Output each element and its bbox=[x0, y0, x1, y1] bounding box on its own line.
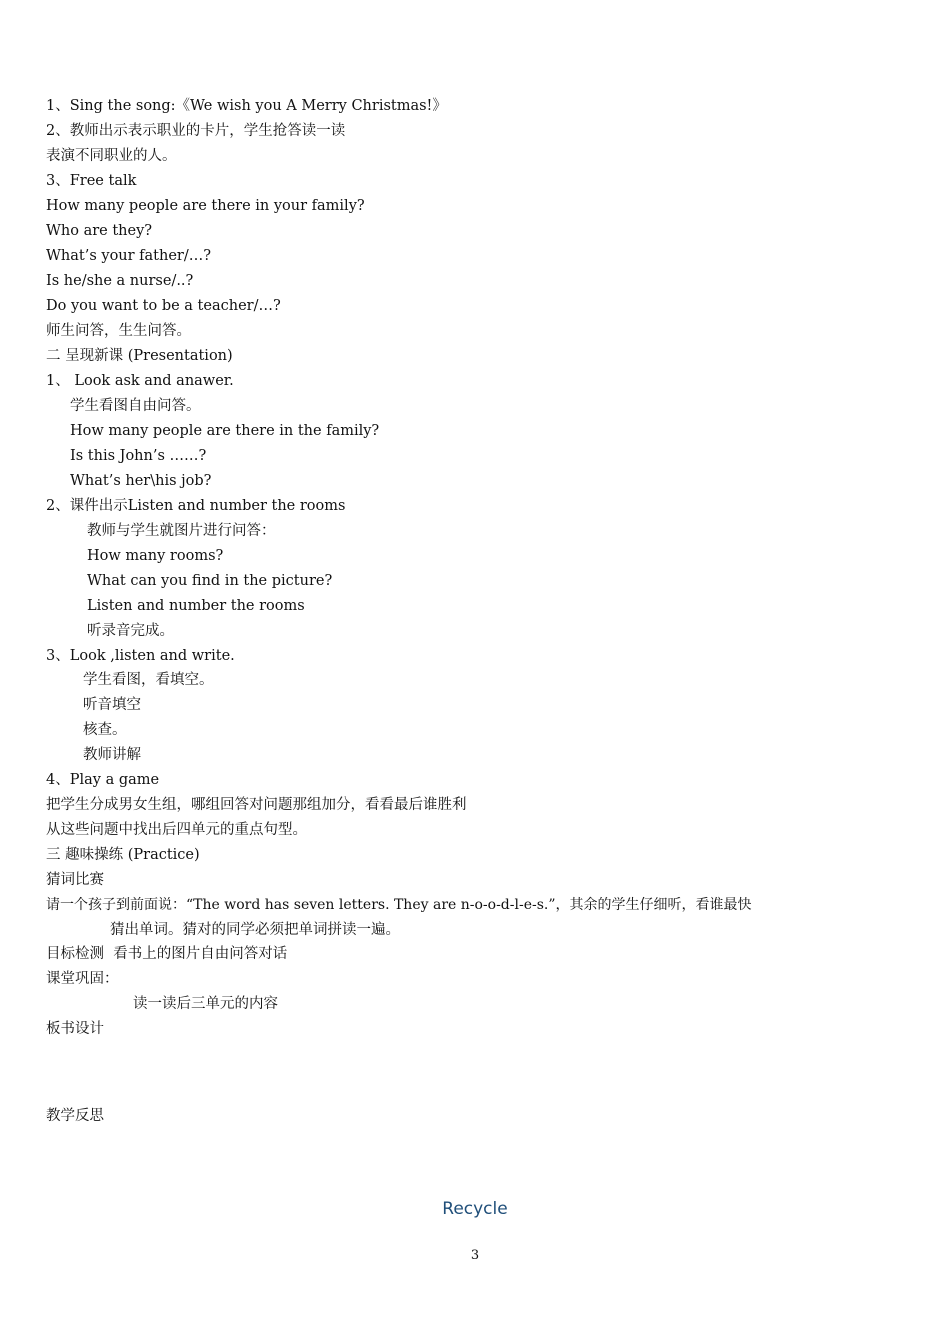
text-line: 把学生分成男女生组，哪组回答对问题那组加分，看看最后谁胜利 bbox=[46, 797, 467, 813]
text-line: 核查。 bbox=[83, 722, 127, 738]
section-heading: 三 趣味操练 (Practice) bbox=[46, 847, 200, 863]
text-line: 表演不同职业的人。 bbox=[46, 148, 177, 164]
text-line: 2、课件出示Listen and number the rooms bbox=[46, 498, 346, 514]
page-number: 3 bbox=[470, 1248, 480, 1263]
text-line: 教学反思 bbox=[46, 1108, 104, 1124]
text-line: 课堂巩固： bbox=[46, 971, 119, 987]
text-line: 板书设计 bbox=[46, 1021, 104, 1037]
text-line: 猜出单词。猜对的同学必须把单词拼读一遍。 bbox=[110, 922, 400, 938]
text-line: How many people are there in the family? bbox=[70, 423, 380, 439]
text-line: 请一个孩子到前面说：“The word has seven letters. They are n-o-o-d-l-e-s.”，其余的学生仔细听，看谁最快 bbox=[46, 897, 752, 913]
text-line: 2、教师出示表示职业的卡片，学生抢答读一读 bbox=[46, 123, 346, 139]
text-line: 教师与学生就图片进行问答： bbox=[87, 523, 276, 539]
text-line: 教师讲解 bbox=[83, 747, 141, 763]
text-line: Is he/she a nurse/..? bbox=[46, 273, 194, 289]
text-line: 3、Look ,listen and write. bbox=[46, 648, 235, 664]
text-line: 从这些问题中找出后四单元的重点句型。 bbox=[46, 822, 307, 838]
text-line: 目标检测 看书上的图片自由问答对话 bbox=[46, 946, 288, 962]
text-line: 学生看图，看填空。 bbox=[83, 672, 214, 688]
text-line: Who are they? bbox=[46, 223, 153, 239]
text-line: 1、 Look ask and anawer. bbox=[46, 373, 234, 389]
text-line: 3、Free talk bbox=[46, 173, 137, 189]
text-line: Do you want to be a teacher/…? bbox=[46, 298, 281, 314]
section-heading: 二 呈现新课 (Presentation) bbox=[46, 348, 233, 364]
text-line: 学生看图自由问答。 bbox=[70, 398, 201, 414]
text-line: How many people are there in your family? bbox=[46, 198, 365, 214]
text-line: 4、Play a game bbox=[46, 772, 160, 788]
text-line: What’s your father/…? bbox=[46, 248, 212, 264]
footer-title: Recycle bbox=[442, 1199, 508, 1219]
text-line: Is this John’s ……? bbox=[70, 448, 207, 464]
text-line: 听录音完成。 bbox=[87, 623, 174, 639]
text-line: 师生问答，生生问答。 bbox=[46, 323, 191, 339]
text-line: 1、Sing the song:《We wish you A Merry Christmas!》 bbox=[46, 98, 447, 114]
text-line: 读一读后三单元的内容 bbox=[133, 996, 278, 1012]
text-line: 猜词比赛 bbox=[46, 872, 104, 888]
text-line: What can you find in the picture? bbox=[87, 573, 333, 589]
text-line: Listen and number the rooms bbox=[87, 598, 305, 614]
text-line: What’s her\his job? bbox=[70, 473, 212, 489]
text-line: How many rooms? bbox=[87, 548, 224, 564]
text-line: 听音填空 bbox=[83, 697, 141, 713]
